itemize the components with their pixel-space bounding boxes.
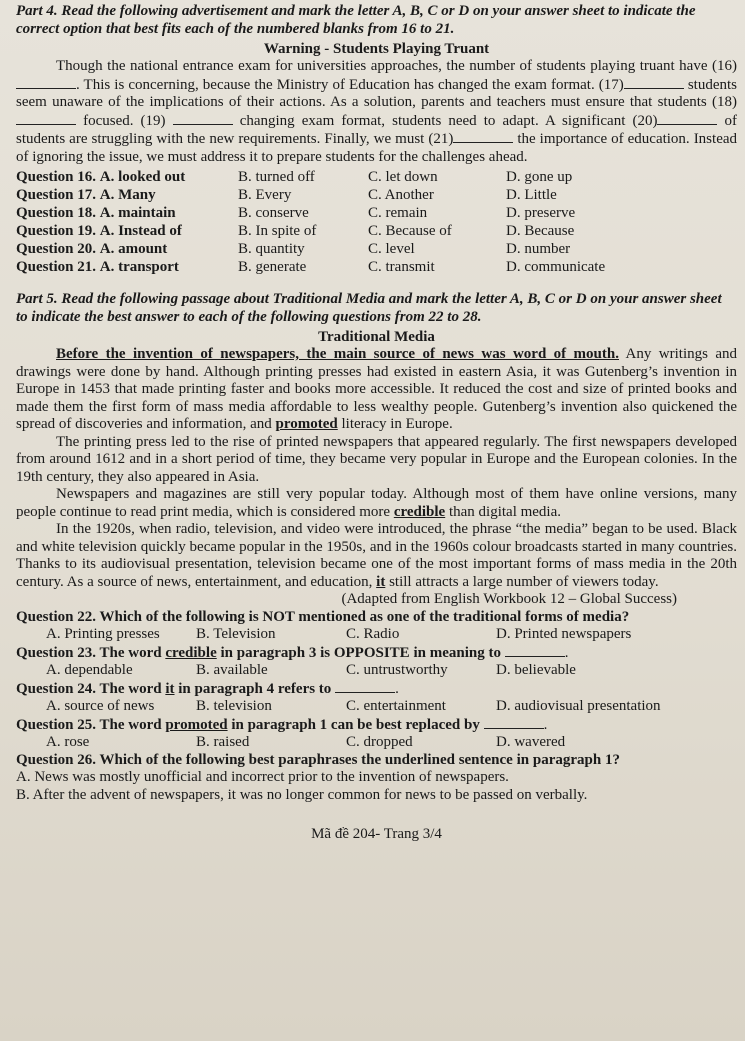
question-25: Question 25. The word promoted in paragraph 1 can be best replaced by . <box>16 716 548 733</box>
part5-title: Traditional Media <box>318 329 435 345</box>
question-24: Question 24. The word it in paragraph 4 refers to . <box>16 680 399 697</box>
word-promoted: promoted <box>275 416 338 432</box>
question-26-option-a: A. News was mostly unofficial and incorrect prior to the invention of newspapers. <box>16 769 509 785</box>
part4-passage: Though the national entrance exam for universities approaches, the number of students playing truant have (16). This is concerning, because the Ministry of Education has changed the exam format. (17) students seem unaware of the implications of their actions. As a solution, parents and teachers must ensure that students (18) focused. (19) changing exam format, students need to adapt. A significant (20) of students are struggling with the new requirements. Finally, we must (21) the importance of education. Instead of ignoring the issue, we must address it to prepare students for the challenges ahead. <box>16 58 738 165</box>
blank-16 <box>16 76 76 89</box>
page-footer: Mã đề 204- Trang 3/4 <box>311 826 442 842</box>
question-23-options: A. dependable B. available C. untrustworthy D. believable <box>46 662 576 678</box>
word-credible: credible <box>393 503 446 520</box>
blank-19 <box>173 112 233 125</box>
underlined-sentence: Before the invention of newspapers, the main source of news was word of mouth. <box>56 346 619 362</box>
paragraph-4: In the 1920s, when radio, television, and video were introduced, the phrase “the media” began to be used. Black and white television quickly became popular in the 1950s, and in the 1960s colour broadcasts started in many countries. Thanks to its audiovisual presentation, television became one of the most important forms of mass media in the 20th century. As a source of news, entertainment, and education, it still attracts a large number of viewers today. <box>16 521 737 590</box>
question-22-options: A. Printing presses B. Television C. Radio D. Printed newspapers <box>46 626 632 642</box>
question-26-option-b: B. After the advent of newspapers, it was no longer common for news to be passed on verbally. <box>16 786 588 803</box>
part5-instruction: Part 5. Read the following passage about Traditional Media and mark the letter A, B, C or D on your answer sheet to indicate the best answer to each of the following questions from 22 to 28. <box>16 291 722 325</box>
blank-17 <box>624 76 684 89</box>
blank-18 <box>16 112 76 125</box>
blank-21 <box>453 130 513 143</box>
blank-20 <box>657 112 717 125</box>
question-25-options: A. rose B. raised C. dropped D. wavered <box>46 734 566 750</box>
part4-question-table: Question 16. A. looked out B. turned off C. let down D. gone up Question 17. A. Many B. Every C. Another D. Little Question 18. A. maintain B. conserve C. remain D. preserve Question 19. A. Instead of B. In spite of C. Because of D. Because Question 20. A. amount B. quantity C. level D. number Question 21. A. transport B. generate C. transmit D. communicate <box>16 169 606 275</box>
paragraph-3: Newspapers and magazines are still very popular today. Although most of them have online versions, many people continue to read print media, which is considered more credible than digital media. <box>16 486 737 520</box>
question-24-options: A. source of news B. television C. entertainment D. audiovisual presentation <box>46 698 661 714</box>
question-22: Question 22. Which of the following is NOT mentioned as one of the traditional forms of media? <box>16 608 630 625</box>
question-26: Question 26. Which of the following best paraphrases the underlined sentence in paragraph 1? <box>16 751 620 768</box>
part4-title: Warning - Students Playing Truant <box>263 41 490 57</box>
passage-source: (Adapted from English Workbook 12 – Global Success) <box>341 591 677 607</box>
question-23: Question 23. The word credible in paragraph 3 is OPPOSITE in meaning to . <box>16 644 569 661</box>
paragraph-1: Before the invention of newspapers, the main source of news was word of mouth. Any writings and drawings were done by hand. Although printing presses had existed in eastern Asia, it was Gutenberg’s invention in Europe in 1453 that made printing faster and books more accessible. It reduced the cost and size of printed books and made them the first form of mass media affordable to less wealthy people. Gutenberg’s invention also quickened the spread of discoveries and information, and promoted literacy in Europe. <box>16 346 737 432</box>
paragraph-2: The printing press led to the rise of printed newspapers that appeared regularly. The first newspapers developed from around 1612 and in a short period of time, they became very popular in Europe and the European colonies. In the 19th century, they also appeared in Asia. <box>16 433 737 485</box>
part4-instruction: Part 4. Read the following advertisement and mark the letter A, B, C or D on your answer sheet to indicate the correct option that best fits each of the numbered blanks from 16 to 21. <box>16 3 696 37</box>
word-it: it <box>376 573 386 590</box>
